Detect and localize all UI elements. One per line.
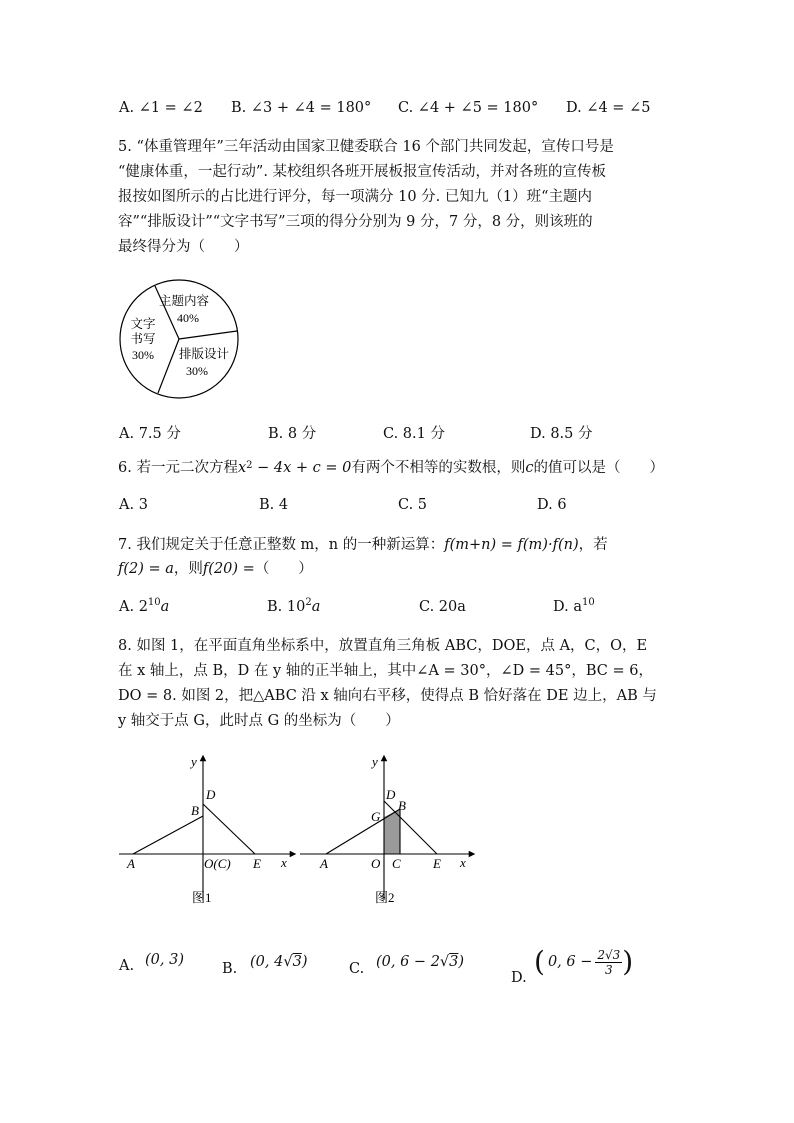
- q4-option-a: A. ∠1 = ∠2: [119, 100, 203, 116]
- q8-option-d-fraction: [595, 948, 622, 977]
- q7-option-b-base: B. 10: [267, 599, 306, 615]
- q7-line1-suffix: ，若: [578, 537, 608, 553]
- q5-option-c: C. 8.1 分: [383, 426, 445, 442]
- q8-option-d-den: 3: [605, 962, 613, 977]
- q7-option-d-sup: 10: [581, 597, 595, 608]
- q6-option-d: D. 6: [537, 497, 567, 513]
- label-a: A: [127, 856, 135, 871]
- q7-option-b: [267, 599, 320, 615]
- q7-option-d-base: D. a: [553, 599, 582, 615]
- q4-option-d: D. ∠4 = ∠5: [566, 100, 651, 116]
- label-x: x: [281, 855, 287, 870]
- q8-line-3: DO = 8. 如图 2，把△ABC 沿 x 轴向右平移，使得点 B 恰好落在 DE 边上，AB 与: [118, 688, 657, 704]
- q7-line-2: [118, 559, 313, 579]
- q7-line2-suffix: （ ）: [254, 561, 313, 577]
- q5-pie-chart: [118, 278, 240, 400]
- caption-fig2: 图2: [375, 890, 395, 905]
- label-d: D: [206, 787, 216, 802]
- q8-option-a-label: A.: [119, 958, 135, 974]
- q6-middle: 有两个不相等的实数根，则: [351, 460, 526, 476]
- label-g: G: [371, 809, 381, 824]
- q5-option-d: D. 8.5 分: [530, 426, 593, 442]
- q8-option-c-label: C.: [349, 961, 365, 977]
- q6-option-b: B. 4: [259, 497, 289, 513]
- q6-option-a: A. 3: [119, 497, 148, 513]
- q8-option-d-label: D.: [511, 970, 527, 986]
- pie-pct-layout: 30%: [186, 364, 208, 378]
- q6-var-c: c: [525, 460, 534, 476]
- q8-option-b-label: B.: [222, 961, 238, 977]
- pie-pct-writing: 30%: [132, 348, 154, 362]
- q4-option-c: C. ∠4 + ∠5 = 180°: [398, 100, 539, 116]
- q8-option-c-pre: (0, 6 − 2: [376, 954, 440, 970]
- q8-option-c-post: ): [458, 954, 465, 970]
- shaded-region: [384, 809, 400, 854]
- q8-option-c-rad: 3: [449, 954, 459, 970]
- q7-option-b-sup: 2: [305, 597, 312, 608]
- segment-de: [203, 804, 255, 854]
- label-y: y: [191, 754, 197, 769]
- label-c: C: [392, 856, 401, 871]
- label-d: D: [386, 787, 396, 802]
- q7-formula-3: f(20) =: [202, 561, 255, 577]
- q5-line-5: 最终得分为（ ）: [118, 239, 249, 255]
- q5-line-2: “健康体重，一起行动”. 某校组织各班开展板报宣传活动，并对各班的宣传板: [118, 164, 607, 180]
- label-e: E: [433, 856, 441, 871]
- q7-line2-mid: ，则: [173, 561, 203, 577]
- q7-option-a-sup: 10: [147, 597, 161, 608]
- label-a: A: [320, 856, 328, 871]
- caption-fig1: 图1: [192, 890, 212, 905]
- label-o: O: [371, 856, 381, 871]
- pie-label-writing-2: 书写: [130, 332, 156, 346]
- q8-option-c: (0, 6 − 2√3): [376, 954, 465, 970]
- q8-option-d-num: 2√3: [597, 947, 621, 962]
- q8-option-a: (0, 3): [145, 952, 184, 968]
- q7-option-a-base: A. 2: [119, 599, 148, 615]
- segment-ab: [133, 816, 203, 854]
- q6-eq-x: x: [237, 460, 247, 476]
- label-x: x: [460, 855, 466, 870]
- q7-line-1: [118, 535, 608, 555]
- q7-formula-2: f(2) = a: [118, 561, 174, 577]
- q8-line-2: 在 x 轴上，点 B，D 在 y 轴的正半轴上，其中∠A = 30°，∠D = 45°，BC = 6，: [118, 663, 653, 679]
- q7-formula-1: f(m+n) = f(m)·f(n): [444, 537, 579, 553]
- q7-option-a-tail: a: [160, 599, 170, 615]
- q8-line-1: 8. 如图 1，在平面直角坐标系中，放置直角三角板 ABC，DOE，点 A，C，O，E: [118, 638, 648, 654]
- q8-figure-2: [296, 752, 481, 912]
- q8-option-b-rad: 3: [292, 954, 302, 970]
- q8-figure-1: [115, 752, 300, 912]
- q7-option-b-tail: a: [311, 599, 321, 615]
- label-b: B: [191, 803, 199, 818]
- pie-label-content: 主题内容: [158, 294, 210, 308]
- q7-option-a: [119, 599, 169, 615]
- q8-option-b-pre: (0, 4: [250, 954, 284, 970]
- label-e: E: [253, 856, 261, 871]
- q5-option-b: B. 8 分: [268, 426, 317, 442]
- q6-option-c: C. 5: [398, 497, 428, 513]
- pie-label-writing-1: 文字: [130, 317, 156, 331]
- q4-option-b: B. ∠3 + ∠4 = 180°: [231, 100, 372, 116]
- label-y: y: [372, 754, 378, 769]
- q8-option-d: ( 0, 6 − $\frac{2√3}{3}$ ): [534, 945, 634, 978]
- q8-option-b: (0, 4√3): [250, 954, 308, 970]
- q8-option-d-pre: 0, 6 −: [547, 954, 593, 970]
- q8-line-4: y 轴交于点 G，此时点 G 的坐标为（ ）: [118, 713, 400, 729]
- q5-line-1: 5. “体重管理年”三年活动由国家卫健委联合 16 个部门共同发起，宣传口号是: [118, 139, 614, 155]
- q7-option-c: C. 20a: [419, 599, 466, 615]
- label-b: B: [398, 798, 406, 813]
- q7-line1-prefix: 7. 我们规定关于任意正整数 m，n 的一种新运算：: [118, 537, 445, 553]
- pie-pct-content: 40%: [177, 311, 199, 325]
- label-oc: O(C): [204, 856, 231, 871]
- q7-option-d: [553, 599, 595, 615]
- q5-line-4: 容”“排版设计”“文字书写”三项的得分分别为 9 分，7 分，8 分，则该班的: [118, 214, 593, 230]
- pie-label-layout: 排版设计: [178, 347, 230, 361]
- q5-option-a: A. 7.5 分: [119, 426, 181, 442]
- q6-prefix: 6. 若一元二次方程: [118, 460, 238, 476]
- q5-line-3: 报按如图所示的占比进行评分，每一项满分 10 分. 已知九（1）班“主题内: [118, 189, 593, 205]
- q6-suffix: 的值可以是（ ）: [533, 460, 664, 476]
- q6-eq-sup: 2: [246, 460, 253, 471]
- q6-eq-rest: − 4x + c = 0: [252, 460, 352, 476]
- q8-option-b-post: ): [301, 954, 308, 970]
- q6-stem: [118, 458, 664, 478]
